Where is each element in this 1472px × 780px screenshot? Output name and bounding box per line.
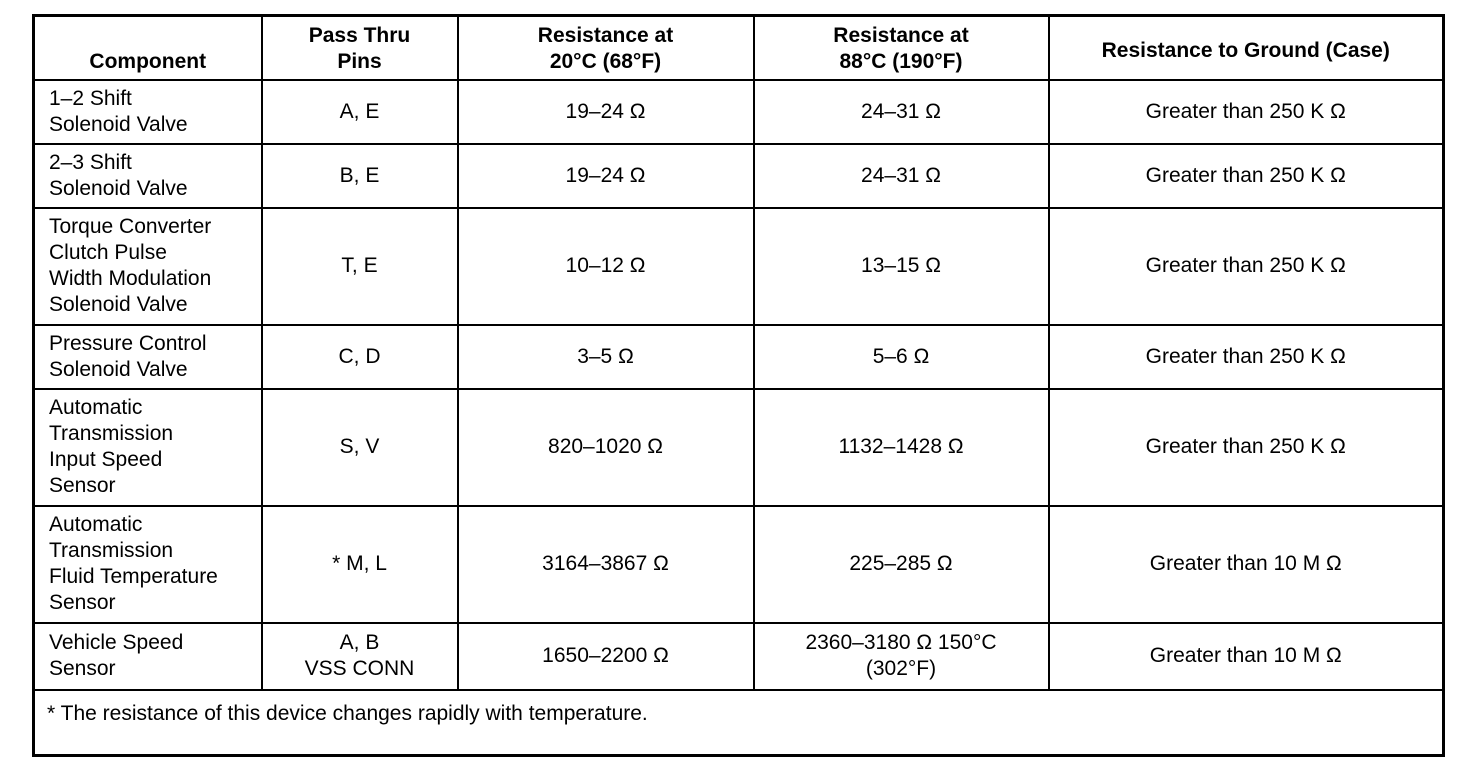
cell-pins: S, V — [262, 389, 458, 506]
header-pass-thru-pins: Pass Thru Pins — [262, 16, 458, 80]
cell-res-88c: 13–15 Ω — [754, 208, 1049, 325]
cell-res-88c: 5–6 Ω — [754, 325, 1049, 389]
cell-pins: B, E — [262, 144, 458, 208]
header-component: Component — [34, 16, 262, 80]
table-row — [34, 80, 1444, 144]
cell-res-20c: 3164–3867 Ω — [458, 506, 754, 623]
cell-component: Automatic Transmission Fluid Temperature Sensor — [34, 506, 262, 623]
cell-res-ground: Greater than 250 K Ω — [1049, 208, 1444, 325]
cell-res-ground: Greater than 10 M Ω — [1049, 506, 1444, 623]
cell-res-ground: Greater than 10 M Ω — [1049, 623, 1444, 690]
cell-res-20c: 1650–2200 Ω — [458, 623, 754, 690]
cell-component: Pressure Control Solenoid Valve — [34, 325, 262, 389]
cell-component: 2–3 Shift Solenoid Valve — [34, 144, 262, 208]
cell-res-88c: 1132–1428 Ω — [754, 389, 1049, 506]
cell-res-20c: 19–24 Ω — [458, 144, 754, 208]
cell-pins: * M, L — [262, 506, 458, 623]
table-row — [34, 623, 1444, 690]
footnote: * The resistance of this device changes rapidly with temperature. — [34, 690, 1444, 756]
cell-res-20c: 3–5 Ω — [458, 325, 754, 389]
cell-res-88c: 225–285 Ω — [754, 506, 1049, 623]
cell-res-88c: 24–31 Ω — [754, 144, 1049, 208]
cell-res-88c: 24–31 Ω — [754, 80, 1049, 144]
table-row — [34, 144, 1444, 208]
cell-pins: C, D — [262, 325, 458, 389]
cell-res-20c: 820–1020 Ω — [458, 389, 754, 506]
cell-res-ground: Greater than 250 K Ω — [1049, 144, 1444, 208]
table-row — [34, 208, 1444, 325]
cell-component: Torque Converter Clutch Pulse Width Modulation Solenoid Valve — [34, 208, 262, 325]
cell-res-ground: Greater than 250 K Ω — [1049, 80, 1444, 144]
cell-pins: A, E — [262, 80, 458, 144]
cell-pins: A, B VSS CONN — [262, 623, 458, 690]
cell-component: Automatic Transmission Input Speed Sensor — [34, 389, 262, 506]
cell-component: Vehicle Speed Sensor — [34, 623, 262, 690]
cell-component: 1–2 Shift Solenoid Valve — [34, 80, 262, 144]
header-resistance-20c: Resistance at 20°C (68°F) — [458, 16, 754, 80]
table-row — [34, 389, 1444, 506]
cell-res-ground: Greater than 250 K Ω — [1049, 389, 1444, 506]
cell-res-ground: Greater than 250 K Ω — [1049, 325, 1444, 389]
header-row — [34, 16, 1444, 80]
cell-res-20c: 10–12 Ω — [458, 208, 754, 325]
cell-pins: T, E — [262, 208, 458, 325]
table-row — [34, 506, 1444, 623]
cell-res-20c: 19–24 Ω — [458, 80, 754, 144]
header-resistance-to-ground: Resistance to Ground (Case) — [1049, 16, 1444, 80]
header-resistance-88c: Resistance at 88°C (190°F) — [754, 16, 1049, 80]
footnote-row — [34, 690, 1444, 756]
resistance-spec-table — [32, 14, 1445, 757]
cell-res-88c: 2360–3180 Ω 150°C (302°F) — [754, 623, 1049, 690]
table-row — [34, 325, 1444, 389]
